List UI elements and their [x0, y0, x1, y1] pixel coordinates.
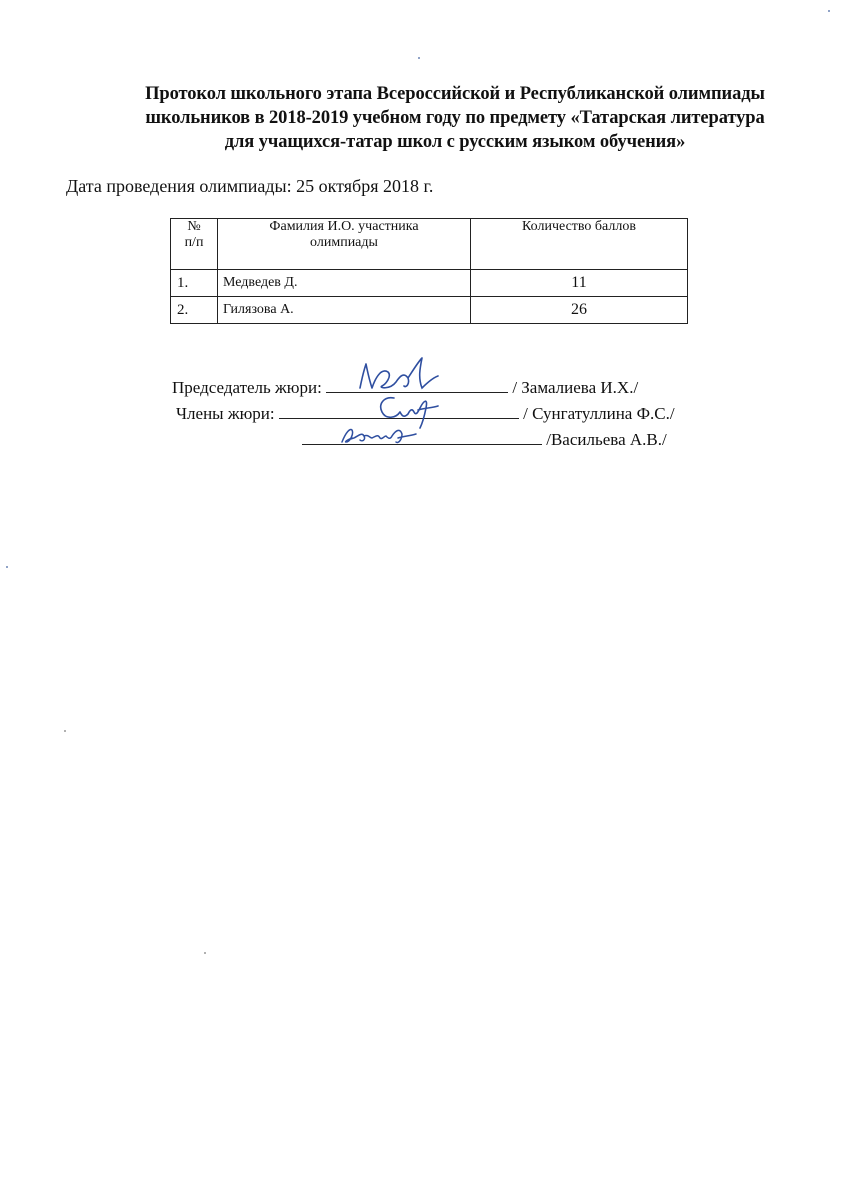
title-line-3: для учащихся-татар школ с русским языком обучения»	[224, 132, 686, 152]
table-row	[171, 297, 688, 324]
row-score: 11	[471, 270, 688, 297]
row-participant: Медведев Д.	[218, 270, 471, 297]
header-score: Количество баллов	[471, 219, 688, 270]
scan-speck	[418, 57, 420, 59]
table-header-row	[171, 219, 688, 270]
scan-speck	[6, 566, 8, 568]
document-title	[60, 82, 841, 154]
header-number: № п/п	[171, 219, 218, 270]
title-line-2: школьников в 2018-2019 учебном году по предмету «Татарская литература	[145, 108, 765, 128]
jury-members-label: Члены жюри:	[176, 404, 275, 423]
jury-member-1-name: / Сунгатуллина Ф.С./	[523, 404, 675, 423]
olympiad-date: Дата проведения олимпиады: 25 октября 2018 г.	[66, 176, 434, 196]
jury-member-2-name: /Васильева А.В./	[546, 430, 667, 449]
results-table	[170, 218, 688, 324]
row-number: 1.	[171, 270, 218, 297]
member-2-signature-icon	[336, 420, 418, 450]
jury-chair-label: Председатель жюри:	[172, 378, 322, 397]
table-row	[171, 270, 688, 297]
scan-speck	[204, 952, 206, 954]
scan-speck	[64, 730, 66, 732]
scan-speck	[828, 10, 830, 12]
title-line-1: Протокол школьного этапа Всероссийской и Республиканской олимпиады	[145, 84, 765, 104]
row-score: 26	[471, 297, 688, 324]
header-name: Фамилия И.О. участника олимпиады	[218, 219, 471, 270]
jury-chair-name: / Замалиева И.Х./	[512, 378, 639, 397]
row-participant: Гилязова А.	[218, 297, 471, 324]
row-number: 2.	[171, 297, 218, 324]
